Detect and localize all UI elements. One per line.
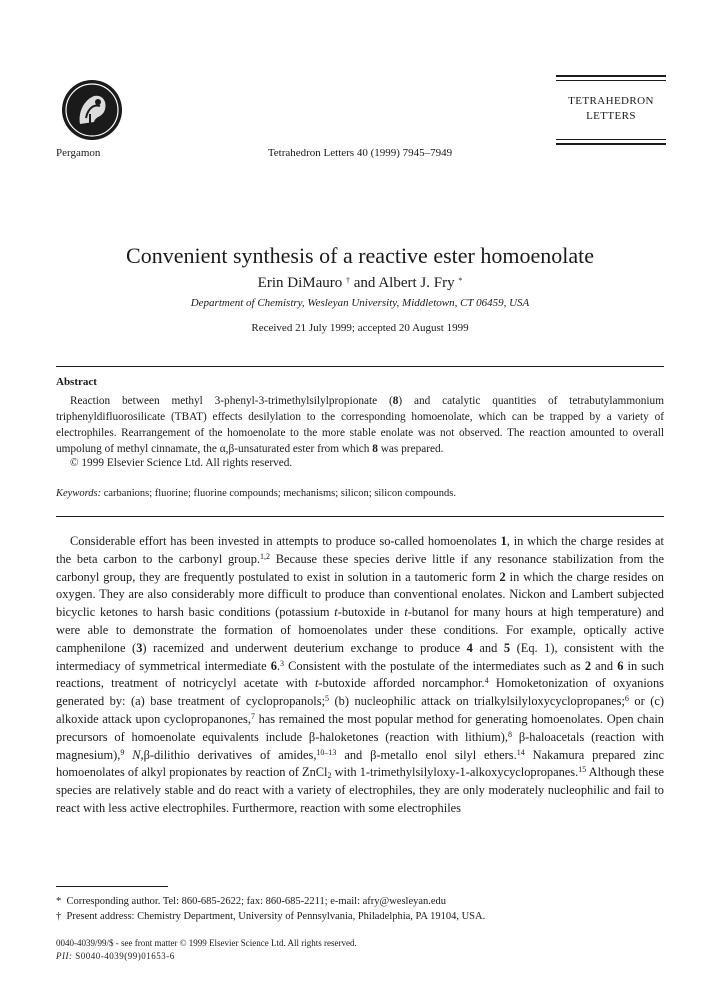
pii-label: PII: (56, 951, 73, 961)
text-run: . (276, 658, 281, 673)
text-run: Although these species are relatively stable and do react with a variety of electrophiles, they are only moderately nucleophilic and fail to react with less active electrophiles. Furthermore, reaction with some electrophiles (56, 765, 665, 815)
received-dates: Received 21 July 1999; accepted 20 August 1999 (251, 322, 469, 334)
reference-link[interactable]: 14 (516, 747, 525, 757)
footnote-mark: * (56, 896, 62, 907)
author-name: Albert J. Fry (378, 275, 455, 291)
text-run: with 1-trimethylsilyloxy-1-alkoxycyclopropanes. (331, 765, 579, 780)
author-list (0, 275, 720, 292)
author-conjunction: and (353, 275, 376, 291)
compound-ref: 8 (372, 443, 378, 455)
reference-link[interactable]: 3 (280, 658, 285, 668)
italic-run: N (132, 747, 141, 762)
abstract-heading: Abstract (56, 376, 97, 388)
keywords-label: Keywords: (56, 488, 102, 499)
text-run: -butanol for many hours at high temperature) and were able to demonstrate the formation of homoenolates under these conditions. For example, optically active camphenilone ( (56, 605, 664, 655)
journal-name (556, 94, 666, 124)
abstract-copyright: © 1999 Elsevier Science Ltd. All rights reserved. (70, 457, 293, 469)
footnote-present-address (56, 911, 485, 922)
text-run: Consistent with the postulate of the intermediates such as (284, 658, 585, 673)
reference-link[interactable]: 10–13 (316, 747, 337, 757)
compound-ref: 2 (584, 658, 592, 673)
journal-top-rule-1 (556, 75, 666, 77)
compound-ref: 5 (503, 640, 511, 655)
text-run: or (c) alkoxide attack upon cyclopropanones, (56, 694, 664, 726)
publisher-name: Pergamon (56, 147, 101, 159)
keywords-line (56, 488, 664, 499)
compound-ref: 4 (466, 640, 473, 655)
journal-citation: Tetrahedron Letters 40 (1999) 7945–7949 (267, 147, 453, 159)
footnote-text: Present address: Chemistry Department, University of Pennsylvania, Philadelphia, PA 19104, USA. (66, 911, 486, 922)
italic-run: t (314, 676, 319, 691)
compound-ref: 6 (617, 658, 624, 673)
author-footnote-mark[interactable]: † (345, 276, 350, 285)
reference-link[interactable]: 1,2 (260, 551, 270, 561)
corresponding-author-mark[interactable]: * (458, 276, 463, 285)
reference-link[interactable]: 4 (484, 676, 489, 686)
reference-link[interactable]: 9 (120, 747, 125, 757)
author-name: Erin DiMauro (257, 275, 343, 291)
body-paragraph (56, 533, 664, 818)
journal-name-line-1: TETRAHEDRON (568, 95, 654, 107)
footnote-mark: † (56, 911, 62, 922)
text-run: in such reactions, treatment of notricyclyl acetate with (56, 658, 665, 691)
abstract-fragment: Reaction between methyl 3-phenyl-3-trimethylsilylpropionate ( (70, 395, 393, 407)
text-run: β-haloacetals (reaction with magnesium), (56, 729, 664, 762)
compound-ref: 3 (136, 640, 143, 655)
journal-top-rule-2 (556, 80, 666, 81)
abstract-text (56, 393, 664, 457)
subscript-run: 2 (327, 771, 332, 781)
text-run: and (591, 658, 618, 673)
text-run: (Eq. 1), consistent with the intermediacy of symmetrical intermediate (56, 640, 664, 673)
text-run: ,β-dilithio derivatives of amides, (140, 747, 317, 762)
journal-bottom-rule-2 (556, 143, 666, 145)
text-run: has remained the most popular method for generating homoenolates. Open chain precursors of homoenolate equivalents include β-haloketones (reaction with lithium), (56, 711, 664, 744)
pii-value: S0040-4039(99)01653-6 (75, 951, 175, 961)
elsevier-tree-logo-icon (60, 78, 124, 142)
reference-link[interactable]: 7 (250, 711, 255, 721)
abstract-bottom-rule (56, 516, 664, 517)
text-run: -butoxide afforded norcamphor. (318, 676, 485, 691)
text-run: Considerable effort has been invested in attempts to produce so-called homoenolates (70, 534, 501, 548)
compound-ref: 2 (499, 569, 506, 584)
issn-line: 0040-4039/99/$ - see front matter © 1999 Elsevier Science Ltd. All rights reserved. (56, 938, 357, 948)
compound-ref: 1 (500, 534, 507, 548)
text-run: (b) nucleophilic attack on trialkylsilyloxycyclopropanes; (329, 694, 625, 709)
author-affiliation: Department of Chemistry, Wesleyan University, Middletown, CT 06459, USA (190, 297, 530, 309)
journal-name-line-2: LETTERS (586, 110, 636, 122)
text-run: , in which the charge resides at the beta carbon to the carbonyl group. (56, 534, 664, 566)
compound-ref: 6 (270, 658, 277, 673)
keywords-list: carbanions; fluorine; fluorine compounds; mechanisms; silicon; silicon compounds. (103, 488, 457, 499)
footnote-corresponding-author (56, 896, 446, 907)
italic-run: t (334, 605, 338, 620)
reference-link[interactable]: 15 (578, 765, 587, 775)
abstract-top-rule (56, 366, 664, 367)
footnote-rule (56, 886, 168, 887)
text-run: in which the charge resides on oxygen. They are also considerably more difficult to produce than conventional enolates. Nickon and Lambert subjected bicyclic ketones to harsh basic conditions (potassium (56, 569, 664, 620)
journal-bottom-rule-1 (556, 139, 666, 140)
text-run: and (472, 640, 504, 655)
abstract-fragment: was prepared. (377, 443, 444, 455)
compound-ref: 8 (392, 395, 399, 407)
text-run: Nakamura prepared zinc homoenolates of alkyl propionates by reaction of ZnCl (56, 747, 664, 780)
article-title: Convenient synthesis of a reactive ester homoenolate (126, 243, 594, 268)
text-run: Because these species derive little if any resonance stabilization from the carbonyl group, they are frequently postulated to exist in solution in a tautomeric form (56, 551, 664, 584)
text-run: Homoketonization of oxyanions generated by: (a) base treatment of cyclopropanols; (56, 676, 665, 709)
reference-link[interactable]: 5 (325, 694, 330, 704)
abstract-fragment: ) and catalytic quantities of tetrabutylammonium triphenyldifluorosilicate (TBAT) effects desilylation to the corresponding homoenolate, which can be trapped by a variety of electrophiles. Rearrangement of the homoenolate to the more stable enolate was not observed. The reaction amounted to overall umpolung of methyl cinnamate, the α,β-unsaturated ester from which (56, 395, 664, 455)
text-run: -butoxide in (337, 605, 405, 620)
reference-link[interactable]: 6 (624, 694, 629, 704)
reference-link[interactable]: 8 (508, 729, 513, 739)
text-run: ) racemized and underwent deuterium exchange to produce (142, 640, 467, 655)
footnote-text: Corresponding author. Tel: 860-685-2622; fax: 860-685-2211; e-mail: afry@wesleyan.edu (66, 896, 447, 907)
italic-run: t (404, 605, 408, 620)
text-run: and β-metallo enol silyl ethers. (336, 747, 517, 762)
pii-line (56, 951, 175, 961)
